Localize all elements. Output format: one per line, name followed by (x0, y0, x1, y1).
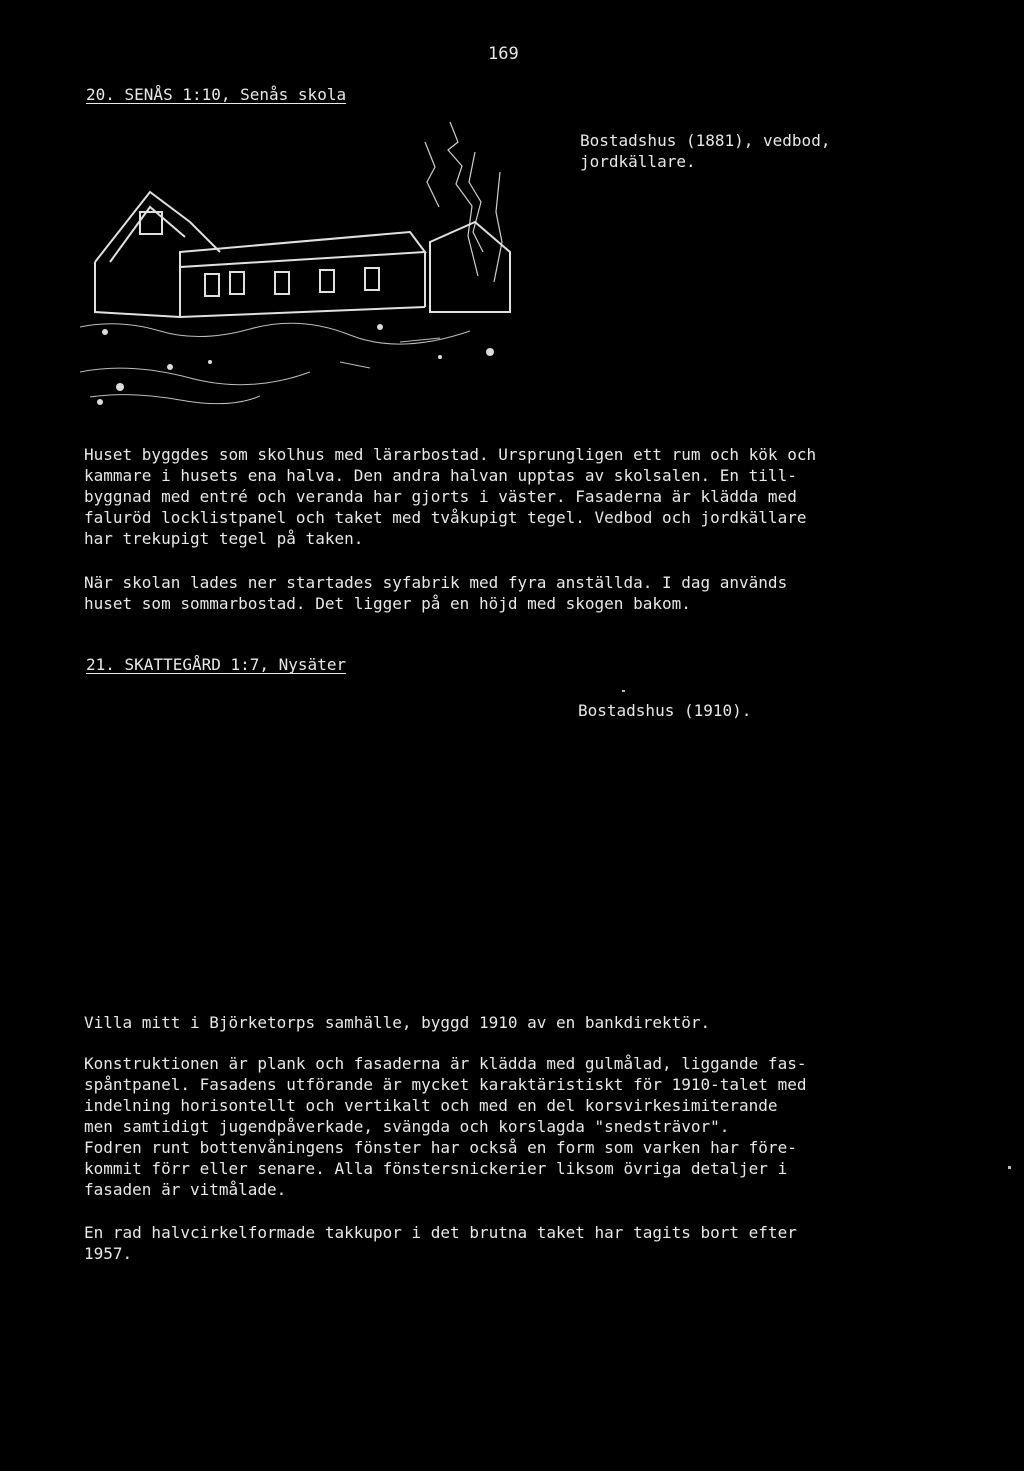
entry-20-heading: 20. SENÅS 1:10, Senås skola (86, 85, 347, 104)
entry-21-heading: 21. SKATTEGÅRD 1:7, Nysäter (86, 655, 347, 674)
page-number: 169 (488, 44, 519, 64)
entry-20-caption: Bostadshus (1881), vedbod, jordkällare. (580, 131, 831, 171)
entry-21-paragraph-2: Konstruktionen är plank och fasaderna är klädda med gulmålad, liggande fas- spåntpanel. Fasadens utförande är mycket karaktäristiskt för 1910-talet med indelning horisontellt och vertikalt och med en del korsvirkesimiterande men samtidigt jugendpåverkade, svängda och korslagda "snedsträvor". Fodren runt bottenvåningens fönster har också en form som varken har före- kommit förr eller senare. Alla fönstersnickerier liksom övriga detaljer i fasaden är vitmålade. (84, 1054, 807, 1199)
scan-mark (622, 690, 625, 692)
entry-21-paragraph-3: En rad halvcirkelformade takkupor i det brutna taket har tagits bort efter 1957. (84, 1223, 797, 1263)
house-photo-icon (80, 112, 520, 412)
entry-20-paragraph-2: När skolan lades ner startades syfabrik med fyra anställda. I dag används huset som sommarbostad. Det ligger på en höjd med skogen bakom. (84, 573, 788, 613)
entry-20-paragraph-1: Huset byggdes som skolhus med lärarbostad. Ursprungligen ett rum och kök och kammare i husets ena halva. Den andra halvan upptas av skolsalen. En till- byggnad med entré och veranda har gjorts i väster. Fasaderna är klädda med faluröd locklistpanel och taket med tvåkupigt tegel. Vedbod och jordkällare har trekupigt tegel på taken. (84, 445, 817, 548)
scan-speck (1008, 1166, 1011, 1169)
entry-21-paragraph-1: Villa mitt i Björketorps samhälle, byggd 1910 av en bankdirektör. (84, 1013, 711, 1032)
entry-21-caption: Bostadshus (1910). (578, 701, 752, 720)
